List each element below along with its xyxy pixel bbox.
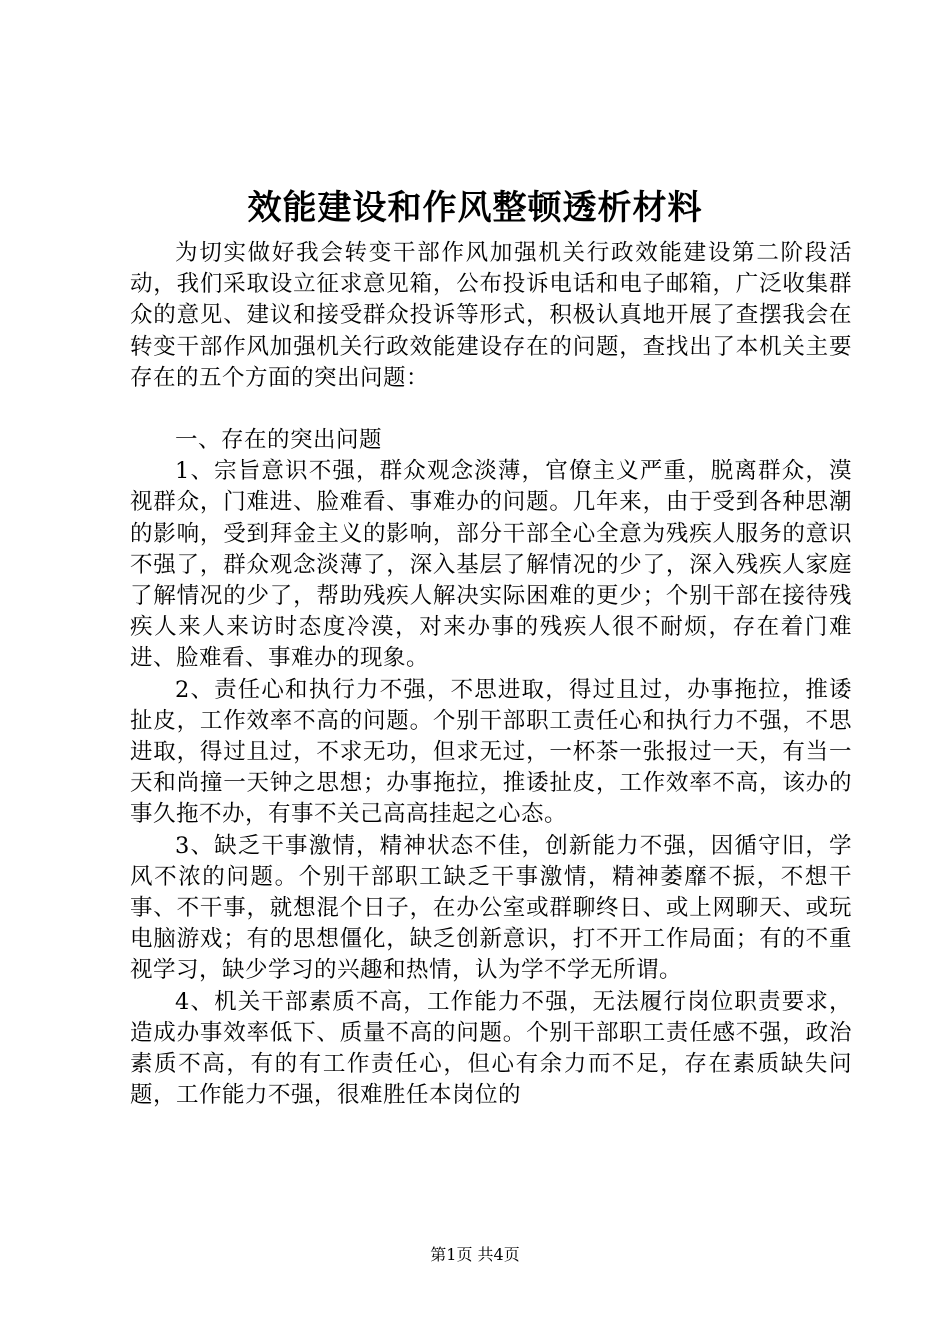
body-paragraph-1: 1、宗旨意识不强，群众观念淡薄，官僚主义严重，脱离群众，漠视群众，门难进、脸难看、事难办的问题。几年来，由于受到各种思潮的影响，受到拜金主义的影响，部分干部全心全意为残疾人服务的意识不强了，群众观念淡薄了，深入基层了解情况的少了，深入残疾人家庭了解情况的少了，帮助残疾人解决实际困难的更少；个别干部在接待残疾人来人来访时态度冷漠，对来办事的残疾人很不耐烦，存在着门难进、脸难看、事难办的现象。 xyxy=(130,458,852,672)
section-heading: 一、存在的突出问题 xyxy=(175,427,383,454)
body-paragraph-4: 4、机关干部素质不高，工作能力不强，无法履行岗位职责要求，造成办事效率低下、质量不高的问题。个别干部职工责任感不强，政治素质不高，有的有工作责任心，但心有余力而不足，存在素质缺失问题，工作能力不强，很难胜任本岗位的 xyxy=(130,988,852,1109)
document-title: 效能建设和作风整顿透析材料 xyxy=(247,188,703,228)
body-paragraph-2: 2、责任心和执行力不强，不思进取，得过且过，办事拖拉，推诿扯皮，工作效率不高的问题。个别干部职工责任心和执行力不强，不思进取，得过且过，不求无功，但求无过，一杯茶一张报过一天，有当一天和尚撞一天钟之思想；办事拖拉，推诿扯皮，工作效率不高，该办的事久拖不办，有事不关己高高挂起之心态。 xyxy=(130,676,852,828)
page-footer: 第1页 共4页 xyxy=(430,1245,520,1264)
intro-paragraph: 为切实做好我会转变干部作风加强机关行政效能建设第二阶段活动，我们采取设立征求意见箱，公布投诉电话和电子邮箱，广泛收集群众的意见、建议和接受群众投诉等形式，积极认真地开展了查摆我会在转变干部作风加强机关行政效能建设存在的问题，查找出了本机关主要存在的五个方面的突出问题： xyxy=(130,240,852,391)
document-body xyxy=(130,238,852,1111)
body-paragraph-3: 3、缺乏干事激情，精神状态不佳，创新能力不强，因循守旧，学风不浓的问题。个别干部职工缺乏干事激情，精神萎靡不振，不想干事、不干事，就想混个日子，在办公室或群聊终日、或上网聊天、或玩电脑游戏；有的思想僵化，缺乏创新意识，打不开工作局面；有的不重视学习，缺少学习的兴趣和热情，认为学不学无所谓。 xyxy=(130,832,852,984)
